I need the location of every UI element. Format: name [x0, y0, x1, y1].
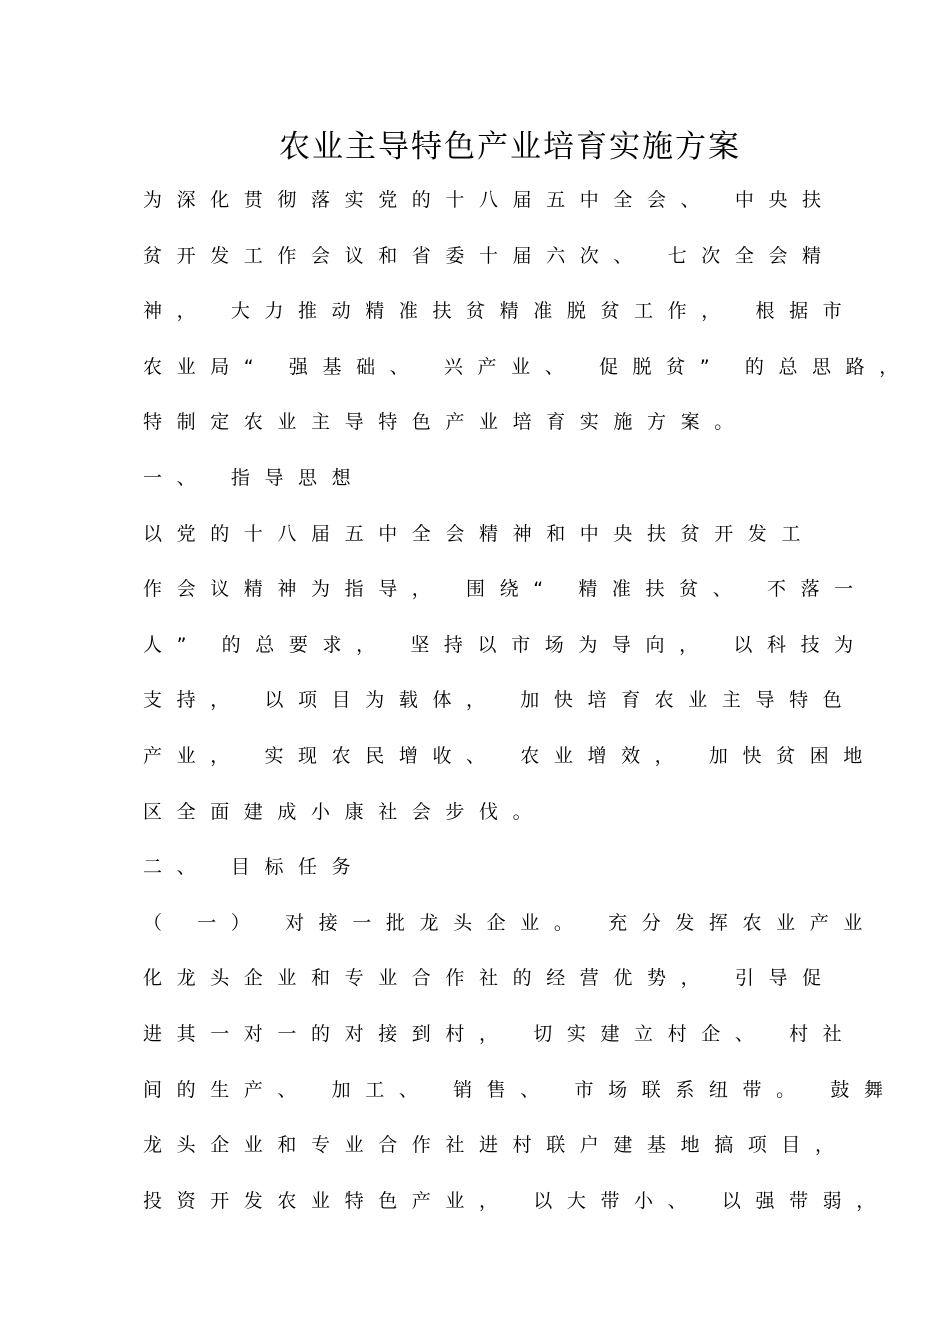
- text-line: 化龙头企业和专业合作社的经营优势， 引导促: [143, 967, 836, 990]
- document-body: [143, 182, 913, 1238]
- text-line: 区全面建成小康社会步伐。: [143, 800, 547, 823]
- text-line: 贫开发工作会议和省委十届六次、 七次全会精: [143, 244, 836, 267]
- text-line: 以党的十八届五中全会精神和中央扶贫开发工: [143, 522, 816, 545]
- document-title: 农业主导特色产业培育实施方案: [279, 129, 741, 165]
- text-line: 进其一对一的对接到村， 切实建立村企、 村社: [143, 1022, 857, 1045]
- text-line: 支持， 以项目为载体， 加快培育农业主导特色: [143, 689, 857, 712]
- text-line: 神， 大力推动精准扶贫精准脱贫工作， 根据市: [143, 300, 857, 323]
- text-line: 人” 的总要求， 坚持以市场为导向， 以科技为: [143, 633, 868, 656]
- section-heading-2: 二、 目标任务: [143, 856, 366, 879]
- text-line: 特制定农业主导特色产业培育实施方案。: [143, 411, 748, 434]
- text-line: 产业， 实现农民增收、 农业增效， 加快贫困地: [143, 744, 877, 767]
- text-line: 龙头企业和专业合作社进村联户建基地搞项目，: [143, 1134, 849, 1157]
- section-heading-1: 一、 指导思想: [143, 466, 366, 489]
- text-line: 为深化贯彻落实党的十八届五中全会、 中央扶: [143, 189, 836, 211]
- text-line: 间的生产、 加工、 销售、 市场联系纽带。 鼓舞: [143, 1078, 898, 1101]
- text-line: 农业局“ 强基础、 兴产业、 促脱贫” 的总思路，: [143, 355, 913, 378]
- text-line: 作会议精神为指导， 围绕“ 精准扶贫、 不落一: [143, 578, 868, 601]
- text-line: （ 一） 对接一批龙头企业。 充分发挥农业产业: [143, 911, 877, 934]
- text-line: 投资开发农业特色产业， 以大带小、 以强带弱，: [143, 1189, 890, 1212]
